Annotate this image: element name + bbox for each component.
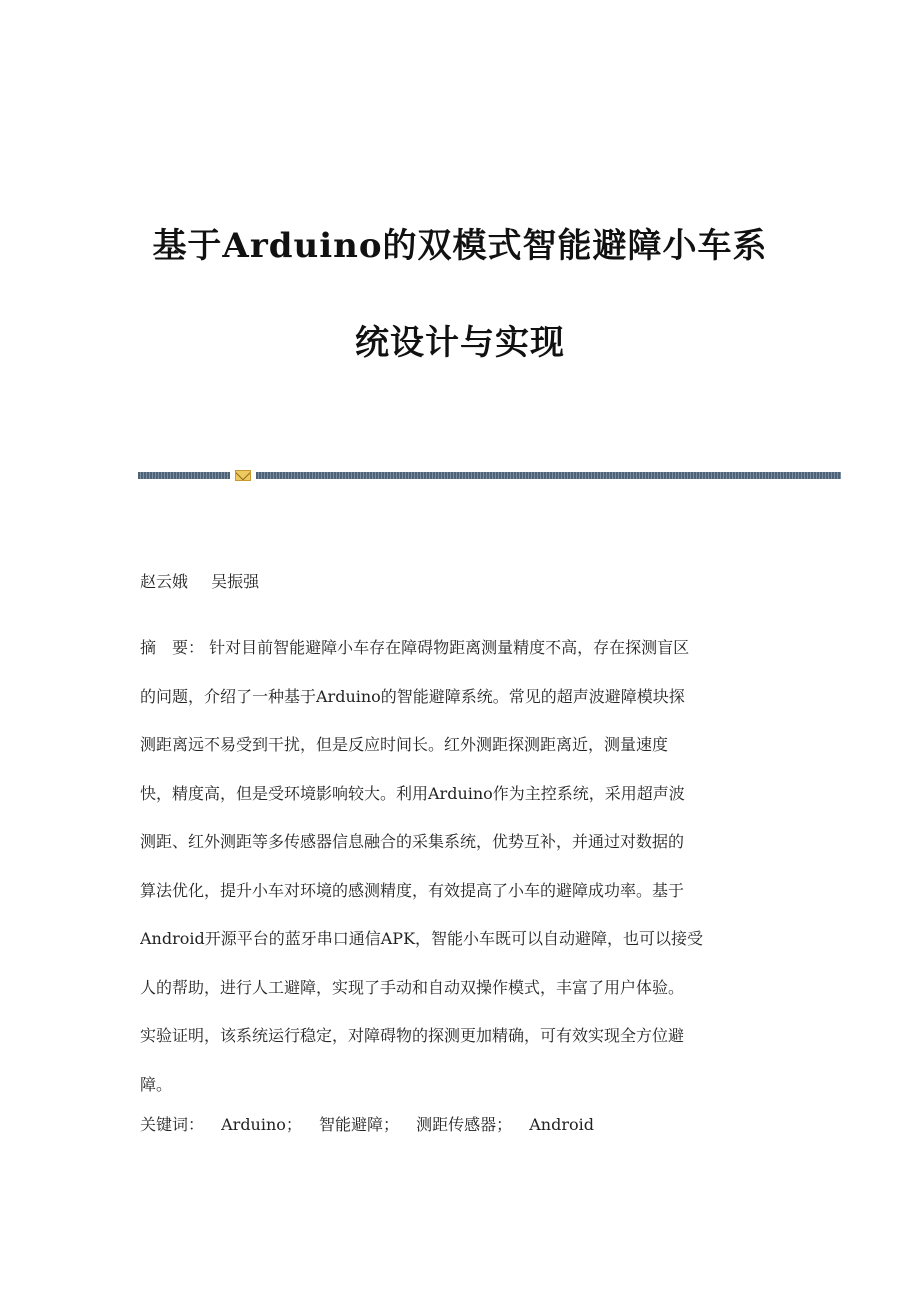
author-list: [140, 569, 259, 592]
envelope-icon: [235, 470, 251, 481]
author-name: 赵云娥: [140, 572, 189, 591]
abstract-line: 实验证明，该系统运行稳定，对障碍物的探测更加精确，可有效实现全方位避: [140, 1026, 685, 1045]
paper-title-line-2: 统设计与实现: [355, 323, 565, 363]
abstract-line: 测距离远不易受到干扰，但是反应时间长。红外测距探测距离近，测量速度: [140, 735, 669, 754]
keywords-label: 关键词：: [140, 1115, 205, 1134]
abstract-line: 人的帮助，进行人工避障，实现了手动和自动双操作模式，丰富了用户体验。: [140, 977, 685, 997]
abstract-line: Android开源平台的蓝牙串口通信APK，智能小车既可以自动避障，也可以接受: [140, 929, 704, 948]
abstract-line: 摘 要： 针对目前智能避障小车存在障碍物距离测量精度不高，存在探测盲区: [140, 638, 690, 657]
divider-bar-right: [256, 472, 841, 479]
keywords-line: [140, 1112, 594, 1135]
keyword-item: 测距传感器；: [416, 1115, 513, 1134]
abstract-line: 障。: [140, 1074, 173, 1094]
abstract-line: 的问题，介绍了一种基于Arduino的智能避障系统。常见的超声波避障模块探: [140, 686, 685, 706]
keyword-item: Arduino；: [221, 1115, 302, 1134]
keyword-item: Android: [529, 1115, 594, 1134]
divider-bar-left: [138, 472, 230, 479]
keyword-item: 智能避障；: [319, 1115, 400, 1134]
abstract-line: 算法优化，提升小车对环境的感测精度，有效提高了小车的避障成功率。基于: [140, 880, 685, 900]
author-name: 吴振强: [211, 572, 260, 591]
abstract-line: 快，精度高，但是受环境影响较大。利用Arduino作为主控系统，采用超声波: [140, 783, 685, 803]
abstract-line: 测距、红外测距等多传感器信息融合的采集系统，优势互补，并通过对数据的: [140, 832, 685, 851]
abstract-paragraph: [140, 624, 785, 1109]
title-divider: [138, 470, 841, 482]
paper-title-line-1: 基于Arduino的双模式智能避障小车系: [152, 226, 768, 266]
